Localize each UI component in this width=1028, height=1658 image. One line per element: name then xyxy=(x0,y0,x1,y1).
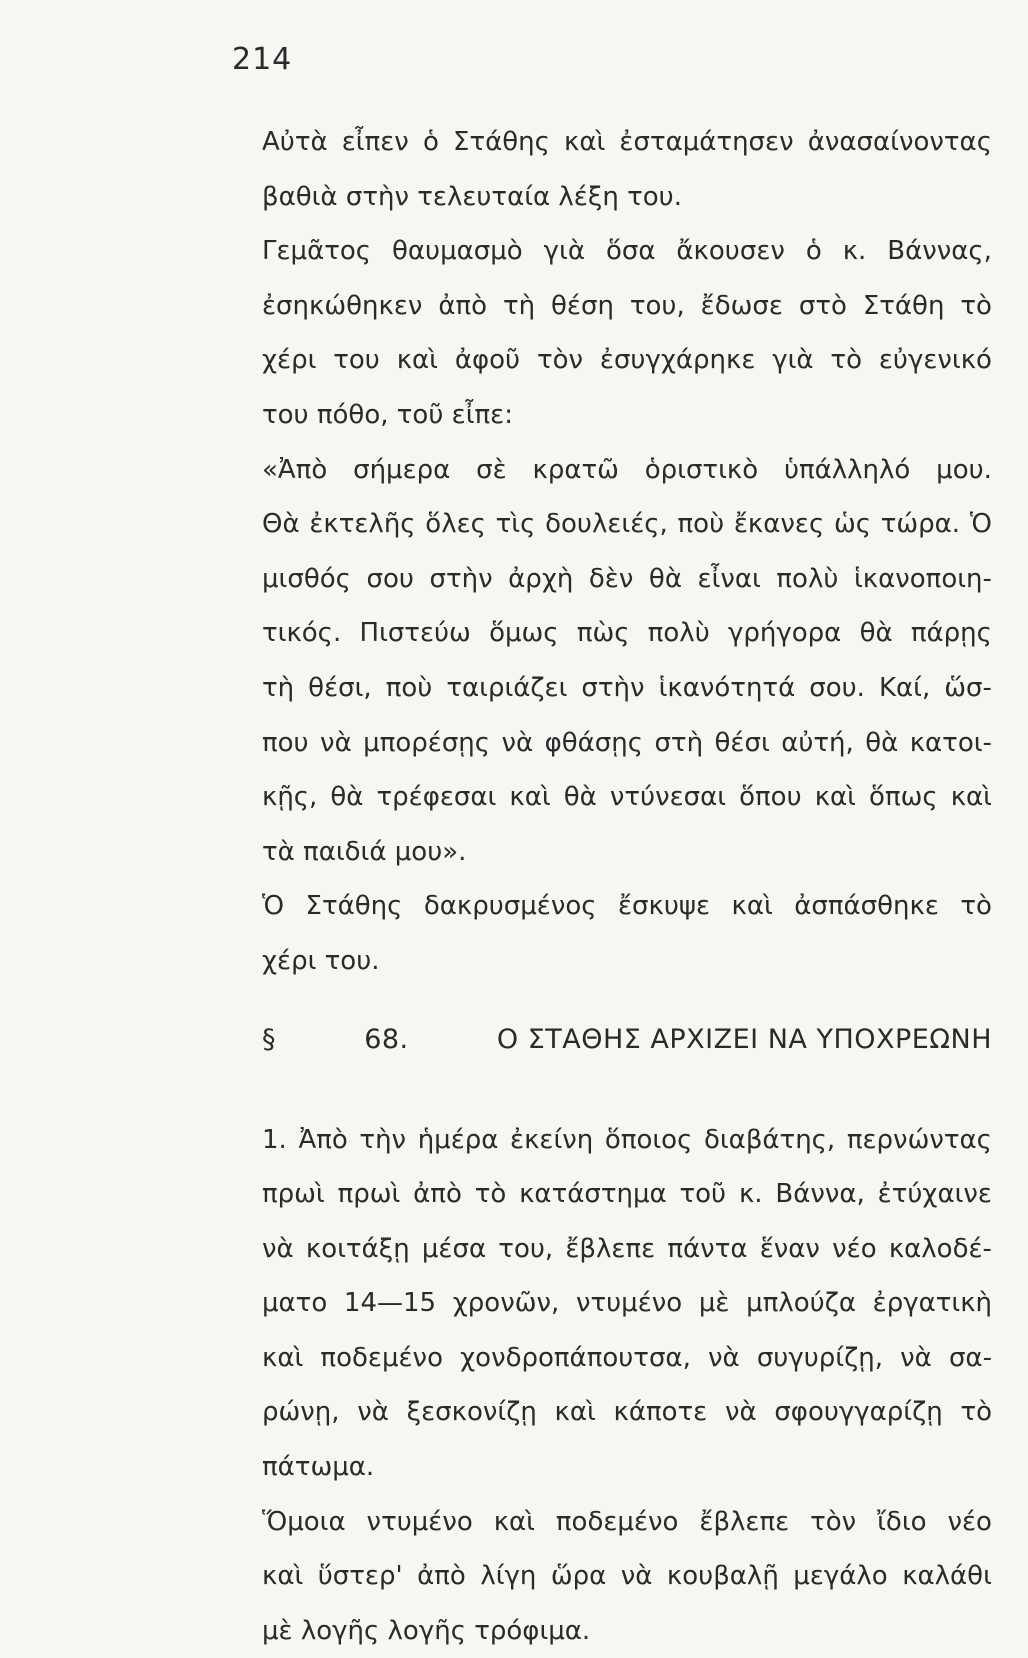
body-text xyxy=(262,115,992,1658)
text-line: μὲ λογῆς λογῆς τρόφιμα. xyxy=(262,1615,591,1646)
text-line: του πόθο, τοῦ εἶπε: xyxy=(262,399,513,430)
text-line: τικός. Πιστεύω ὅμως πὼς πολὺ γρήγορα θὰ πάρῃς xyxy=(262,618,992,649)
text-line: νὰ κοιτάξῃ μέσα του, ἔβλεπε πάντα ἕναν νέο καλοδέ- xyxy=(262,1233,992,1264)
text-line: Ὁ Στάθης δακρυσμένος ἔσκυψε καὶ ἀσπάσθηκε τὸ xyxy=(262,891,992,922)
text-line: χέρι του καὶ ἀφοῦ τὸν ἐσυγχάρηκε γιὰ τὸ εὐγενικό xyxy=(262,345,992,376)
text-line: χέρι του. xyxy=(262,945,380,976)
section-number: 68. xyxy=(364,1023,409,1055)
text-line: τὰ παιδιά μου». xyxy=(262,836,467,867)
text-line: Γεμᾶτος θαυμασμὸ γιὰ ὅσα ἄκουσεν ὁ κ. Βάννας, xyxy=(262,236,992,267)
text-line: που νὰ μπορέσῃς νὰ φθάσῃς στὴ θέσι αὐτή, θὰ κατοι- xyxy=(262,727,992,758)
text-line: Αὐτὰ εἶπεν ὁ Στάθης καὶ ἐσταμάτησεν ἀνασαίνοντας xyxy=(262,127,992,157)
section-mark: § xyxy=(262,1023,276,1055)
text-line: «Ἀπὸ σήμερα σὲ κρατῶ ὁριστικὸ ὑπάλληλό μου. xyxy=(262,454,992,485)
text-line: μισθός σου στὴν ἀρχὴ δὲν θὰ εἶναι πολὺ ἱκανοποιη- xyxy=(262,563,992,594)
text-line: τὴ θέσι, ποὺ ταιριάζει στὴν ἱκανότητά σου. Καί, ὥσ- xyxy=(262,672,992,703)
section-heading xyxy=(262,1013,992,1091)
text-line: Θὰ ἐκτελῆς ὅλες τὶς δουλειές, ποὺ ἔκανες ὡς τώρα. Ὁ xyxy=(262,509,992,540)
text-line: κῇς, θὰ τρέφεσαι καὶ θὰ ντύνεσαι ὅπου καὶ ὅπως καὶ xyxy=(262,782,992,813)
page-number: 214 xyxy=(232,42,293,77)
text-line: ρώνῃ, νὰ ξεσκονίζῃ καὶ κάποτε νὰ σφουγγαρίζῃ τὸ xyxy=(262,1397,992,1428)
text-line: βαθιὰ στὴν τελευταία λέξη του. xyxy=(262,181,682,212)
text-line: Ὅμοια ντυμένο καὶ ποδεμένο ἔβλεπε τὸν ἴδιο νέο xyxy=(262,1506,992,1537)
text-line: 1. Ἀπὸ τὴν ἡμέρα ἐκείνη ὅποιος διαβάτης, περνώντας xyxy=(262,1124,992,1155)
text-line: ἐσηκώθηκεν ἀπὸ τὴ θέση του, ἔδωσε στὸ Στάθη τὸ xyxy=(262,290,992,321)
text-line: καὶ ποδεμένο χονδροπάπουτσα, νὰ συγυρίζῃ, νὰ σα- xyxy=(262,1342,992,1373)
text-line: ματο 14—15 χρονῶν, ντυμένο μὲ μπλούζα ἐργατικὴ xyxy=(262,1288,992,1319)
text-line: πάτωμα. xyxy=(262,1452,375,1483)
text-line: καὶ ὕστερ' ἀπὸ λίγη ὥρα νὰ κουβαλῇ μεγάλο καλάθι xyxy=(262,1561,992,1592)
section-title: Ο ΣΤΑΘΗΣ ΑΡΧΙΖΕΙ ΝΑ ΥΠΟΧΡΕΩΝΗ xyxy=(496,1023,992,1055)
text-line: πρωὶ πρωὶ ἀπὸ τὸ κατάστημα τοῦ κ. Βάννα, ἐτύχαινε xyxy=(262,1179,992,1210)
